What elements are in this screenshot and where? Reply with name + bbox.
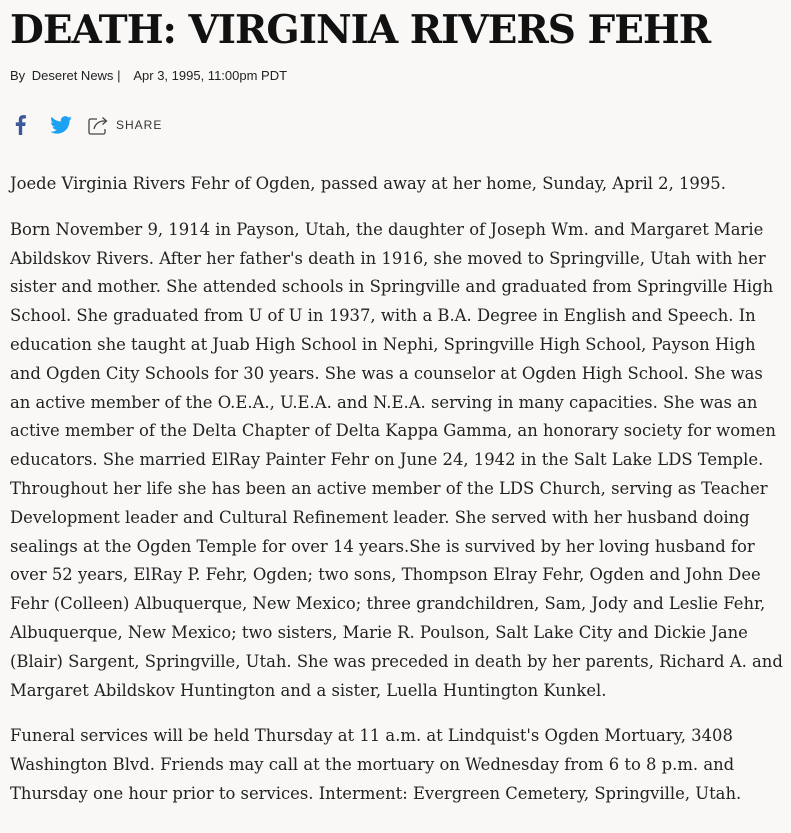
byline-separator: |	[117, 68, 121, 83]
twitter-icon	[50, 116, 72, 134]
article-paragraph: Funeral services will be held Thursday at 11 a.m. at Lindquist's Ogden Mortuary, 3408 Washington Blvd. Friends may call at the mortuary on Wednesday from 6 to 8 p.m. and Thursday one hour prior to services. Interment: Evergreen Cemetery, Springville, Utah.	[10, 726, 742, 803]
article-paragraph: Born November 9, 1914 in Payson, Utah, the daughter of Joseph Wm. and Margaret Marie Abildskov Rivers. After her father's death in 1916, she moved to Springville, Utah with her sister and mother. She attended schools in Springville and graduated from Springville High School. She graduated from U of U in 1937, with a B.A. Degree in English and Speech. In education she taught at Juab High School in Nephi, Springville High School, Payson High and Ogden City Schools for 30 years. She was a counselor at Ogden High School. She was an active member of the O.E.A., U.E.A. and N.E.A. serving in many capacities. She was an active member of the Delta Chapter of Delta Kappa Gamma, an honorary society for women educators. She married ElRay Painter Fehr on June 24, 1942 in the Salt Lake LDS Temple. Throughout her life she has been an active member of the LDS Church, serving as Teacher Development leader and Cultural Refinement leader. She served with her husband doing sealings at the Ogden Temple for over 14 years.She is survived by her loving husband for over 52 years, ElRay P. Fehr, Ogden; two sons, Thompson Elray Fehr, Ogden and John Dee Fehr (Colleen) Albuquerque, New Mexico; three grandchildren, Sam, Jody and Leslie Fehr, Albuquerque, New Mexico; two sisters, Marie R. Poulson, Salt Lake City and Dickie Jane (Blair) Sargent, Springville, Utah. She was preceded in death by her parents, Richard A. and Margaret Abildskov Huntington and a sister, Luella Huntington Kunkel.	[10, 219, 783, 700]
byline-by: By	[10, 68, 26, 83]
byline-author-link[interactable]: Deseret News	[31, 68, 114, 83]
facebook-icon	[15, 115, 26, 135]
share-label: SHARE	[116, 118, 163, 132]
share-button[interactable]	[88, 115, 162, 135]
facebook-share-button[interactable]	[10, 112, 30, 138]
share-bar	[10, 112, 162, 138]
byline-date: Apr 3, 1995, 11:00pm PDT	[133, 68, 288, 83]
byline	[10, 66, 287, 86]
article-body	[10, 170, 785, 826]
article-paragraph: Joede Virginia Rivers Fehr of Ogden, passed away at her home, Sunday, April 2, 1995.	[10, 174, 726, 193]
headline: DEATH: VIRGINIA RIVERS FEHR	[10, 7, 711, 53]
twitter-share-button[interactable]	[48, 112, 74, 138]
share-icon	[88, 115, 110, 135]
